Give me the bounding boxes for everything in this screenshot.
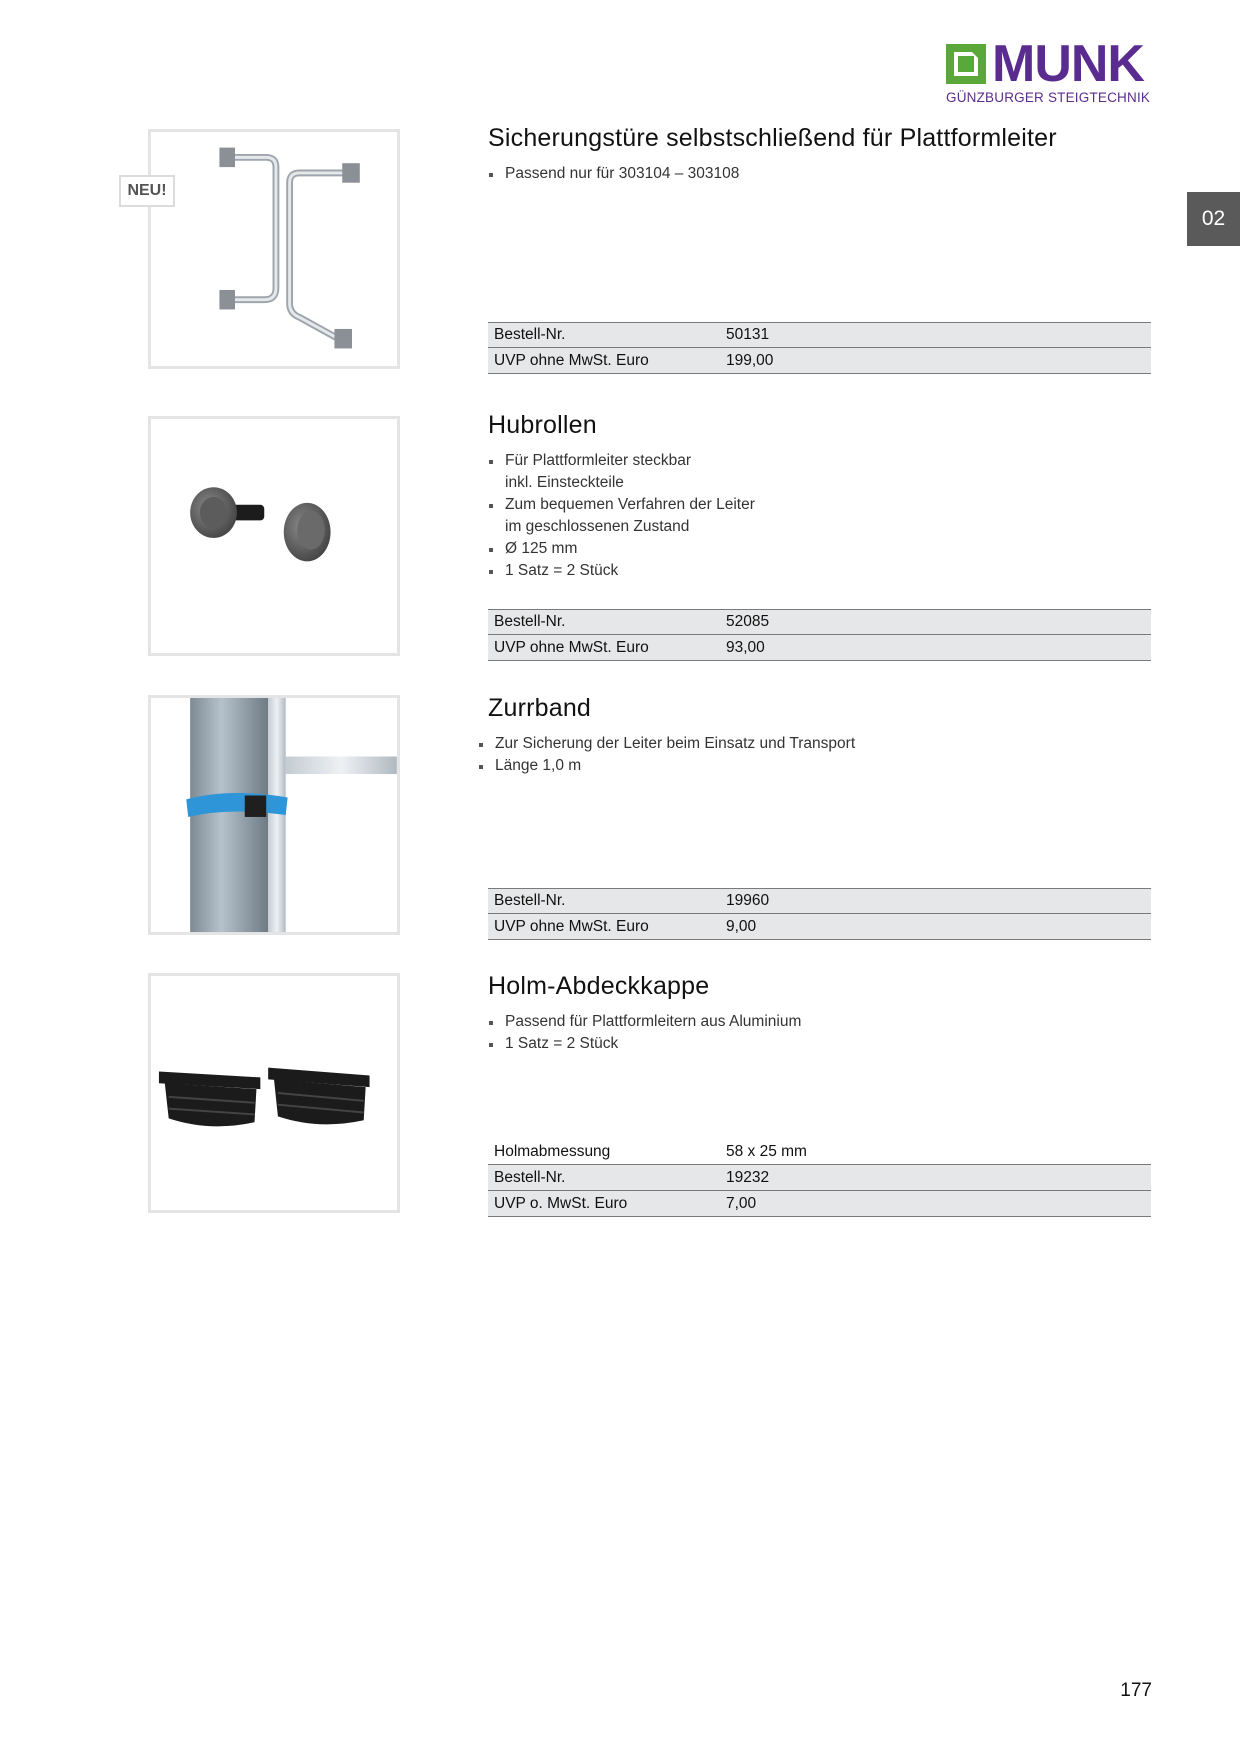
spec-table: [488, 609, 1151, 661]
brand-logo: [946, 35, 1156, 108]
product-hubrollen: [488, 410, 1151, 582]
list-item: 1 Satz = 2 Stück: [488, 560, 1151, 582]
product-title: Holm-Abdeckkappe: [488, 972, 710, 1000]
product-image-sicherungstuere: [148, 129, 400, 369]
feature-list: [478, 733, 1151, 777]
brand-name: MUNK: [992, 35, 1144, 93]
feature-list: [488, 450, 1151, 582]
safety-gate-icon: [151, 132, 397, 366]
table-row: Bestell-Nr. 52085: [488, 609, 1151, 635]
logo-mark-icon: [946, 44, 986, 84]
spec-table: [488, 888, 1151, 940]
chapter-tab[interactable]: 02: [1187, 192, 1240, 246]
list-item: Länge 1,0 m: [478, 755, 1151, 777]
product-zurrband: [488, 693, 1151, 777]
table-row: Bestell-Nr. 50131: [488, 322, 1151, 348]
table-row: UVP ohne MwSt. Euro 199,00: [488, 348, 1151, 374]
product-title: Sicherungstüre selbstschließend für Plattformleiter: [488, 124, 1057, 152]
list-item: Ø 125 mm: [488, 538, 1151, 560]
new-badge: NEU!: [119, 175, 175, 207]
table-row: Bestell-Nr. 19960: [488, 888, 1151, 914]
table-row: Holmabmessung 58 x 25 mm: [488, 1139, 1151, 1165]
feature-list: [488, 1011, 1151, 1055]
product-image-zurrband: [148, 695, 400, 935]
spec-table: [488, 1139, 1151, 1217]
spec-table: [488, 322, 1151, 374]
lashing-strap-icon: [151, 698, 397, 932]
product-title: Zurrband: [488, 694, 592, 722]
product-sicherungstuere: [488, 123, 1151, 185]
list-item: Passend nur für 303104 – 303108: [488, 163, 1151, 185]
list-item: Passend für Plattformleitern aus Aluminium: [488, 1011, 1151, 1033]
list-item: 1 Satz = 2 Stück: [488, 1033, 1151, 1055]
table-row: UVP ohne MwSt. Euro 93,00: [488, 635, 1151, 661]
table-row: UVP o. MwSt. Euro 7,00: [488, 1191, 1151, 1217]
caster-wheels-icon: [151, 419, 397, 653]
product-title: Hubrollen: [488, 411, 597, 439]
list-item: Zum bequemen Verfahren der Leiter im geschlossenen Zustand: [488, 494, 1151, 538]
table-row: UVP ohne MwSt. Euro 9,00: [488, 914, 1151, 940]
page-number: 177: [1120, 1680, 1152, 1701]
product-holm-abdeckkappe: [488, 971, 1151, 1055]
product-image-holm-abdeckkappe: [148, 973, 400, 1213]
feature-list: [488, 163, 1151, 185]
list-item: Für Plattformleiter steckbar inkl. Einsteckteile: [488, 450, 1151, 494]
brand-tagline: GÜNZBURGER STEIGTECHNIK: [946, 90, 1151, 105]
end-cap-icon: [151, 976, 397, 1210]
product-image-hubrollen: [148, 416, 400, 656]
table-row: Bestell-Nr. 19232: [488, 1165, 1151, 1191]
list-item: Zur Sicherung der Leiter beim Einsatz und Transport: [478, 733, 1151, 755]
